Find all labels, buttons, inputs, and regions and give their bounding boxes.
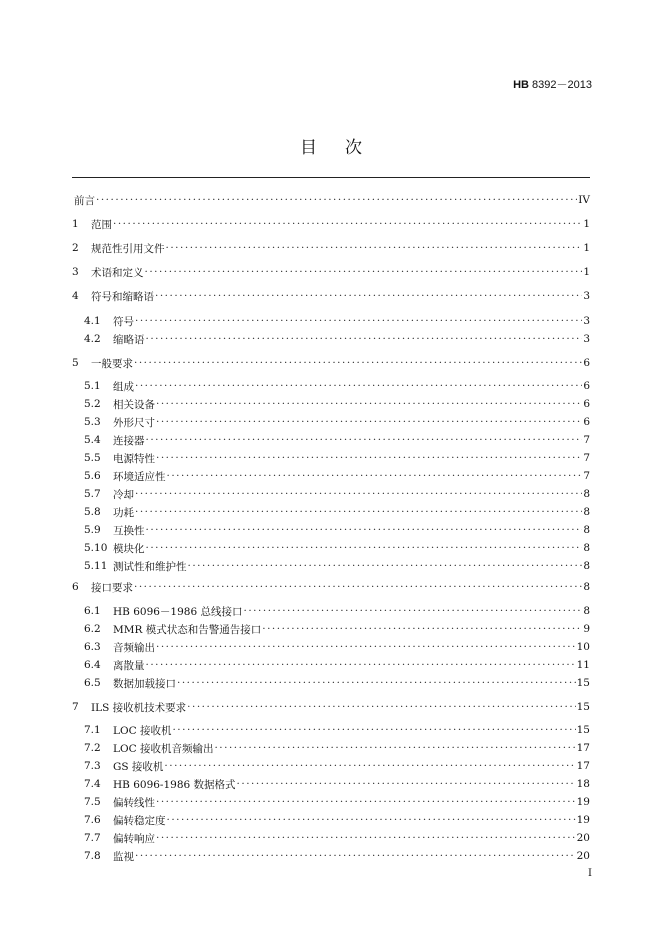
toc-entry-number: 6.1: [84, 605, 101, 617]
toc-entry-number: 6.4: [84, 659, 101, 671]
toc-leader-dots: [146, 659, 576, 671]
toc-entry[interactable]: [84, 811, 590, 829]
toc-entry-number: 6.5: [84, 677, 101, 689]
toc-entry-page: 10: [576, 641, 590, 653]
toc-leader-dots: [146, 333, 583, 345]
toc-entry-page: 8: [583, 542, 590, 554]
toc-entry-title: 偏转稳定度: [113, 814, 166, 827]
toc-entry-title: 电源特性: [113, 452, 155, 465]
toc-leader-dots: [167, 470, 583, 482]
toc-entry-number: 7.7: [84, 832, 101, 844]
toc-entry-page: IV: [578, 194, 590, 206]
page-title: 目次: [300, 138, 390, 158]
toc-entry[interactable]: [84, 521, 590, 539]
toc-entry-number: 4.2: [84, 333, 101, 345]
toc-entry[interactable]: [72, 191, 590, 209]
toc-leader-dots: [156, 398, 582, 410]
toc-entry[interactable]: [84, 395, 590, 413]
toc-leader-dots: [135, 380, 582, 392]
toc-entry[interactable]: [84, 847, 590, 865]
toc-entry-page: 6: [583, 398, 590, 410]
toc-entry[interactable]: [72, 239, 590, 257]
toc-entry[interactable]: [84, 757, 590, 775]
toc-entry-title: 组成: [113, 380, 134, 393]
toc-entry[interactable]: [84, 739, 590, 757]
toc-entry-title: 模块化: [113, 542, 145, 555]
toc-leader-dots: [146, 524, 583, 536]
toc-entry-number: 5.1: [84, 380, 101, 392]
toc-entry-title: ILS 接收机技术要求: [91, 701, 187, 714]
toc-entry-number: 7.3: [84, 760, 101, 772]
toc-entry-number: 7.4: [84, 778, 101, 790]
toc-entry-number: 7.2: [84, 742, 101, 754]
toc-entry-page: 8: [583, 488, 590, 500]
toc-leader-dots: [164, 760, 575, 772]
toc-entry-title: 规范性引用文件: [91, 242, 165, 255]
toc-entry[interactable]: [84, 656, 590, 674]
toc-entry-page: 7: [583, 452, 590, 464]
toc-leader-dots: [167, 814, 576, 826]
toc-entry-page: 15: [576, 677, 590, 689]
toc-entry-page: 15: [576, 701, 590, 713]
toc-entry-number: 5.5: [84, 452, 101, 464]
toc-entry-number: 5.2: [84, 398, 101, 410]
toc-entry-title: 音频输出: [113, 641, 155, 654]
toc-leader-dots: [146, 434, 583, 446]
toc-entry-number: 7.8: [84, 850, 101, 862]
toc-leader-dots: [135, 488, 582, 500]
title-divider: [72, 177, 590, 178]
toc-entry-number: 5.8: [84, 506, 101, 518]
toc-entry-page: 7: [583, 470, 590, 482]
toc-entry[interactable]: [84, 620, 590, 638]
toc-entry-number: 5.3: [84, 416, 101, 428]
toc-entry[interactable]: [84, 539, 590, 557]
toc-entry-title: 离散量: [113, 659, 145, 672]
toc-entry[interactable]: [72, 354, 590, 372]
toc-entry-page: 18: [576, 778, 590, 790]
toc-entry-page: 1: [583, 266, 590, 278]
toc-leader-dots: [156, 452, 582, 464]
toc-entry-page: 3: [583, 290, 590, 302]
toc-leader-dots: [156, 796, 576, 808]
toc-entry[interactable]: [84, 413, 590, 431]
toc-entry-title: 符号和缩略语: [91, 290, 154, 303]
toc-entry-page: 17: [576, 760, 590, 772]
toc-entry-title: 外形尺寸: [113, 416, 155, 429]
toc-entry-title: GS 接收机: [113, 760, 164, 773]
toc-leader-dots: [262, 623, 582, 635]
toc-entry-page: 8: [583, 560, 590, 572]
toc-entry-title: 范围: [91, 218, 112, 231]
toc-entry-title: HB 6096－1986 总线接口: [113, 605, 243, 618]
document-code: [513, 76, 592, 92]
toc-entry-number: 5.7: [84, 488, 101, 500]
toc-leader-dots: [166, 242, 583, 254]
toc-entry-page: 19: [576, 814, 590, 826]
toc-leader-dots: [113, 218, 582, 230]
toc-entry-title: HB 6096-1986 数据格式: [113, 778, 236, 791]
toc-entry-number: 4.1: [84, 315, 101, 327]
toc-leader-dots: [244, 605, 583, 617]
toc-entry-number: 5.9: [84, 524, 101, 536]
toc-entry[interactable]: [72, 287, 590, 305]
toc-leader-dots: [135, 506, 582, 518]
toc-entry-page: 6: [583, 416, 590, 428]
toc-entry-title: 功耗: [113, 506, 134, 519]
toc-entry[interactable]: [84, 485, 590, 503]
toc-entry[interactable]: [84, 793, 590, 811]
toc-entry-number: 2: [72, 242, 79, 254]
toc-entry-number: 4: [72, 290, 79, 302]
toc-entry-number: 5.4: [84, 434, 101, 446]
toc-entry-page: 6: [583, 357, 590, 369]
toc-entry-number: 1: [72, 218, 79, 230]
toc-entry-page: 20: [576, 850, 590, 862]
toc-entry[interactable]: [72, 215, 590, 233]
toc-leader-dots: [172, 724, 575, 736]
toc-entry-page: 20: [576, 832, 590, 844]
toc-entry-page: 8: [583, 581, 590, 593]
toc-entry-number: 6.3: [84, 641, 101, 653]
toc-entry-page: 7: [583, 434, 590, 446]
toc-entry-title: 接口要求: [91, 581, 133, 594]
toc-entry-title: 连接器: [113, 434, 145, 447]
toc-entry-title: LOC 接收机: [113, 724, 172, 737]
toc-leader-dots: [188, 560, 583, 572]
toc-entry-number: 7: [72, 701, 79, 713]
toc-entry-title: MMR 模式状态和告警通告接口: [113, 623, 262, 636]
toc-leader-dots: [145, 266, 583, 278]
toc-entry-page: 8: [583, 524, 590, 536]
toc-entry-page: 15: [576, 724, 590, 736]
toc-entry-title: 相关设备: [113, 398, 155, 411]
toc-leader-dots: [135, 850, 576, 862]
toc-entry-title: 偏转线性: [113, 796, 155, 809]
toc-entry[interactable]: [72, 263, 590, 281]
toc-leader-dots: [134, 357, 582, 369]
toc-leader-dots: [156, 641, 576, 653]
toc-entry-number: 5.10: [84, 542, 108, 554]
toc-entry-page: 3: [583, 333, 590, 345]
toc-entry[interactable]: [84, 330, 590, 348]
toc-entry-title: 前言: [74, 194, 95, 207]
toc-entry-page: 1: [583, 242, 590, 254]
toc-entry-page: 9: [583, 623, 590, 635]
toc-leader-dots: [96, 194, 577, 206]
toc-entry-title: 一般要求: [91, 357, 133, 370]
toc-entry-number: 6: [72, 581, 79, 593]
toc-entry[interactable]: [84, 377, 590, 395]
standard-number: 8392－2013: [532, 79, 592, 91]
toc-leader-dots: [156, 832, 576, 844]
toc-entry[interactable]: [84, 721, 590, 739]
toc-leader-dots: [134, 581, 582, 593]
toc-entry-number: 7.6: [84, 814, 101, 826]
toc-leader-dots: [177, 677, 576, 689]
toc-entry[interactable]: [84, 602, 590, 620]
toc-entry[interactable]: [84, 638, 590, 656]
toc-entry[interactable]: [84, 503, 590, 521]
toc-entry[interactable]: [84, 467, 590, 485]
toc-entry-title: 冷却: [113, 488, 134, 501]
toc-leader-dots: [135, 315, 582, 327]
toc-entry-number: 5.6: [84, 470, 101, 482]
toc-leader-dots: [155, 290, 582, 302]
toc-entry-page: 11: [576, 659, 590, 671]
toc-entry[interactable]: [72, 578, 590, 596]
toc-leader-dots: [214, 742, 575, 754]
toc-entry-page: 17: [576, 742, 590, 754]
toc-entry-title: 监视: [113, 850, 134, 863]
toc-entry-title: 术语和定义: [91, 266, 144, 279]
toc-entry-title: 测试性和维护性: [113, 560, 187, 573]
toc-entry-page: 1: [583, 218, 590, 230]
toc-entry-number: 6.2: [84, 623, 101, 635]
toc-entry-title: 环境适应性: [113, 470, 166, 483]
toc-leader-dots: [187, 701, 575, 713]
toc-entry-number: 7.1: [84, 724, 101, 736]
toc-entry-title: 数据加载接口: [113, 677, 176, 690]
toc-entry-number: 5.11: [84, 560, 108, 572]
toc-entry-title: 缩略语: [113, 333, 145, 346]
toc-entry[interactable]: [72, 698, 590, 716]
standard-prefix: HB: [513, 79, 529, 91]
toc-entry[interactable]: [84, 312, 590, 330]
toc-leader-dots: [156, 416, 582, 428]
toc-entry[interactable]: [84, 775, 590, 793]
toc-entry-title: 互换性: [113, 524, 145, 537]
toc-entry-page: 3: [583, 315, 590, 327]
toc-leader-dots: [237, 778, 576, 790]
toc-entry-page: 19: [576, 796, 590, 808]
toc-entry-page: 6: [583, 380, 590, 392]
page-number: I: [588, 868, 592, 879]
toc-entry-title: LOC 接收机音频输出: [113, 742, 214, 755]
toc-entry-number: 5: [72, 357, 79, 369]
toc-entry-page: 8: [583, 506, 590, 518]
toc-entry[interactable]: [84, 557, 590, 575]
toc-entry-title: 偏转响应: [113, 832, 155, 845]
toc-entry[interactable]: [84, 431, 590, 449]
toc-entry-page: 8: [583, 605, 590, 617]
toc-entry[interactable]: [84, 674, 590, 692]
toc-entry-title: 符号: [113, 315, 134, 328]
toc-entry[interactable]: [84, 829, 590, 847]
toc-entry[interactable]: [84, 449, 590, 467]
toc-leader-dots: [146, 542, 583, 554]
toc-entry-number: 3: [72, 266, 79, 278]
toc-entry-number: 7.5: [84, 796, 101, 808]
